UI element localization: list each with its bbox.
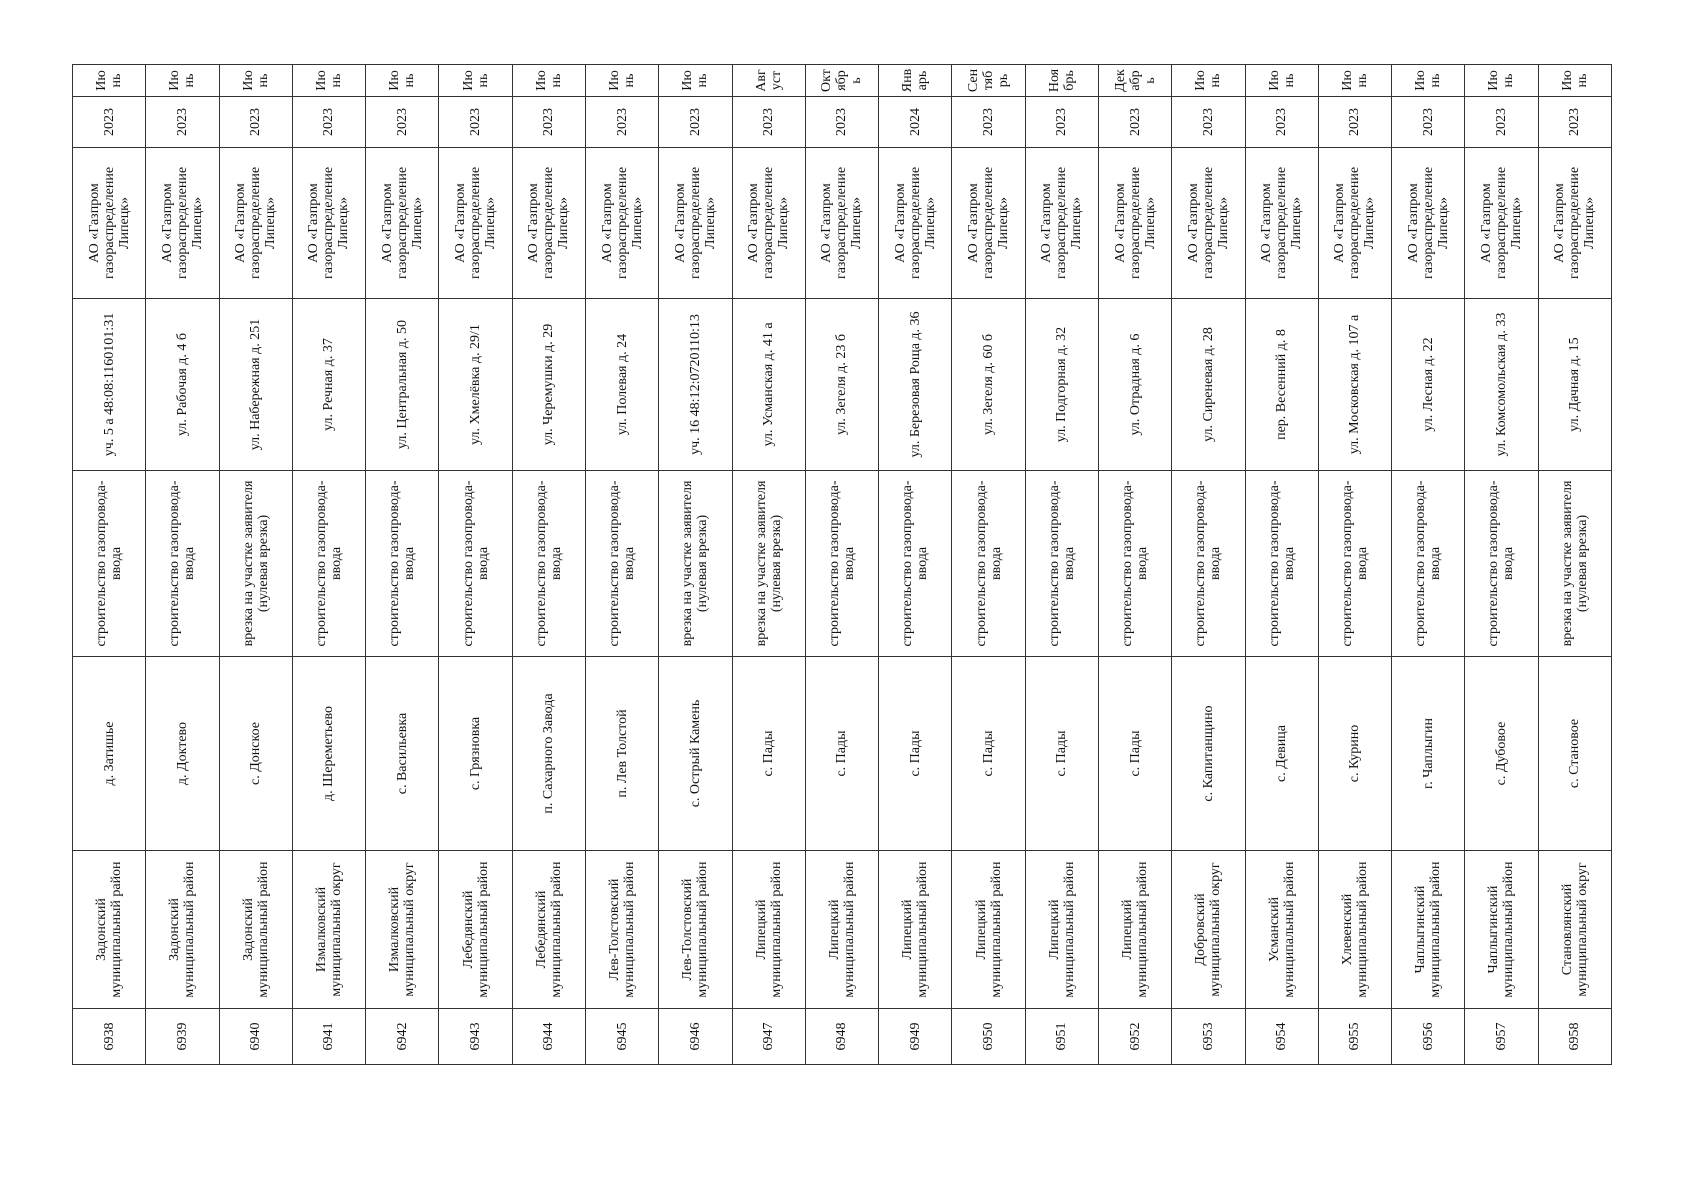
address-cell: ул. Полевая д. 24 xyxy=(585,299,658,471)
organization-cell: АО «Газпром газораспределение Липецк» xyxy=(805,148,878,299)
table-row xyxy=(952,65,1025,1065)
work-type-cell: строительство газопровода-ввода xyxy=(1025,471,1098,657)
table-row xyxy=(1245,65,1318,1065)
organization-cell: АО «Газпром газораспределение Липецк» xyxy=(732,148,805,299)
district-cell: Лебедянский муниципальный район xyxy=(439,851,512,1009)
year-cell: 2023 xyxy=(1392,97,1465,148)
locality-cell: с. Пады xyxy=(732,657,805,851)
month-cell: Октябрь xyxy=(805,65,878,97)
record-number-cell: 6948 xyxy=(805,1009,878,1065)
record-number-cell: 6958 xyxy=(1538,1009,1611,1065)
district-cell: Лев-Толстовский муниципальный район xyxy=(585,851,658,1009)
organization-cell: АО «Газпром газораспределение Липецк» xyxy=(146,148,219,299)
address-cell: пер. Весенний д. 8 xyxy=(1245,299,1318,471)
table-row xyxy=(1392,65,1465,1065)
address-cell: ул. Московская д. 107 а xyxy=(1318,299,1391,471)
address-cell: ул. Зегеля д. 60 б xyxy=(952,299,1025,471)
table-row xyxy=(512,65,585,1065)
record-number-cell: 6956 xyxy=(1392,1009,1465,1065)
month-cell: Сентябрь xyxy=(952,65,1025,97)
year-cell: 2023 xyxy=(1318,97,1391,148)
record-number-cell: 6940 xyxy=(219,1009,292,1065)
organization-cell: АО «Газпром газораспределение Липецк» xyxy=(1318,148,1391,299)
district-cell: Липецкий муниципальный район xyxy=(805,851,878,1009)
locality-cell: д. Шереметьево xyxy=(292,657,365,851)
table-row xyxy=(585,65,658,1065)
table-row xyxy=(805,65,878,1065)
year-cell: 2023 xyxy=(1025,97,1098,148)
organization-cell: АО «Газпром газораспределение Липецк» xyxy=(292,148,365,299)
organization-cell: АО «Газпром газораспределение Липецк» xyxy=(439,148,512,299)
month-cell: Июнь xyxy=(1392,65,1465,97)
record-number-cell: 6941 xyxy=(292,1009,365,1065)
district-cell: Липецкий муниципальный район xyxy=(732,851,805,1009)
year-cell: 2023 xyxy=(952,97,1025,148)
table-row xyxy=(1318,65,1391,1065)
table-row xyxy=(366,65,439,1065)
table-row xyxy=(73,65,146,1065)
address-cell: ул. Отрадная д. 6 xyxy=(1098,299,1171,471)
locality-cell: с. Пады xyxy=(1098,657,1171,851)
record-number-cell: 6949 xyxy=(879,1009,952,1065)
month-cell: Июнь xyxy=(292,65,365,97)
work-type-cell: врезка на участке заявителя (нулевая врезка) xyxy=(659,471,732,657)
year-cell: 2024 xyxy=(879,97,952,148)
district-cell: Чаплыгинский муниципальный район xyxy=(1465,851,1538,1009)
district-cell: Усманский муниципальный район xyxy=(1245,851,1318,1009)
month-cell: Июнь xyxy=(73,65,146,97)
work-type-cell: строительство газопровода-ввода xyxy=(1318,471,1391,657)
record-number-cell: 6952 xyxy=(1098,1009,1171,1065)
address-cell: ул. Центральная д. 50 xyxy=(366,299,439,471)
locality-cell: с. Капитанщино xyxy=(1172,657,1245,851)
locality-cell: с. Пады xyxy=(952,657,1025,851)
table-row xyxy=(146,65,219,1065)
locality-cell: с. Пады xyxy=(879,657,952,851)
month-cell: Июнь xyxy=(219,65,292,97)
month-cell: Июнь xyxy=(659,65,732,97)
work-type-cell: строительство газопровода-ввода xyxy=(1098,471,1171,657)
month-cell: Декабрь xyxy=(1098,65,1171,97)
year-cell: 2023 xyxy=(1538,97,1611,148)
work-type-cell: строительство газопровода-ввода xyxy=(439,471,512,657)
address-cell: ул. Зегеля д. 23 б xyxy=(805,299,878,471)
district-cell: Становлянский муниципальный округ xyxy=(1538,851,1611,1009)
address-cell: ул. Комсомольская д. 33 xyxy=(1465,299,1538,471)
rotated-document-sheet xyxy=(72,65,1612,1065)
year-cell: 2023 xyxy=(585,97,658,148)
district-cell: Липецкий муниципальный район xyxy=(1025,851,1098,1009)
year-cell: 2023 xyxy=(1098,97,1171,148)
table-row xyxy=(732,65,805,1065)
address-cell: ул. Сиреневая д. 28 xyxy=(1172,299,1245,471)
district-cell: Липецкий муниципальный район xyxy=(1098,851,1171,1009)
year-cell: 2023 xyxy=(805,97,878,148)
organization-cell: АО «Газпром газораспределение Липецк» xyxy=(512,148,585,299)
table-row xyxy=(219,65,292,1065)
month-cell: Ноябрь xyxy=(1025,65,1098,97)
work-type-cell: строительство газопровода-ввода xyxy=(879,471,952,657)
record-number-cell: 6938 xyxy=(73,1009,146,1065)
district-cell: Липецкий муниципальный район xyxy=(952,851,1025,1009)
address-cell: ул. Набережная д. 251 xyxy=(219,299,292,471)
locality-cell: с. Пады xyxy=(805,657,878,851)
work-type-cell: строительство газопровода-ввода xyxy=(805,471,878,657)
table-row xyxy=(1538,65,1611,1065)
table-row xyxy=(879,65,952,1065)
record-number-cell: 6947 xyxy=(732,1009,805,1065)
table-row xyxy=(1098,65,1171,1065)
locality-cell: д. Затишье xyxy=(73,657,146,851)
work-type-cell: строительство газопровода-ввода xyxy=(292,471,365,657)
record-number-cell: 6945 xyxy=(585,1009,658,1065)
year-cell: 2023 xyxy=(292,97,365,148)
year-cell: 2023 xyxy=(146,97,219,148)
record-number-cell: 6946 xyxy=(659,1009,732,1065)
district-cell: Измалковский муниципальный округ xyxy=(366,851,439,1009)
year-cell: 2023 xyxy=(512,97,585,148)
work-type-cell: строительство газопровода-ввода xyxy=(1392,471,1465,657)
address-cell: ул. Черемушки д. 29 xyxy=(512,299,585,471)
record-number-cell: 6953 xyxy=(1172,1009,1245,1065)
organization-cell: АО «Газпром газораспределение Липецк» xyxy=(659,148,732,299)
month-cell: Июнь xyxy=(1538,65,1611,97)
month-cell: Июнь xyxy=(512,65,585,97)
table-row xyxy=(439,65,512,1065)
address-cell: ул. Дачная д. 15 xyxy=(1538,299,1611,471)
month-cell: Июнь xyxy=(1465,65,1538,97)
organization-cell: АО «Газпром газораспределение Липецк» xyxy=(1538,148,1611,299)
address-cell: ул. Рабочая д. 4 б xyxy=(146,299,219,471)
district-cell: Липецкий муниципальный район xyxy=(879,851,952,1009)
record-number-cell: 6957 xyxy=(1465,1009,1538,1065)
work-type-cell: строительство газопровода-ввода xyxy=(73,471,146,657)
locality-cell: с. Дубовое xyxy=(1465,657,1538,851)
organization-cell: АО «Газпром газораспределение Липецк» xyxy=(73,148,146,299)
address-cell: ул. Речная д. 37 xyxy=(292,299,365,471)
address-cell: ул. Усманская д. 41 а xyxy=(732,299,805,471)
record-number-cell: 6951 xyxy=(1025,1009,1098,1065)
organization-cell: АО «Газпром газораспределение Липецк» xyxy=(1465,148,1538,299)
record-number-cell: 6943 xyxy=(439,1009,512,1065)
work-type-cell: строительство газопровода-ввода xyxy=(512,471,585,657)
month-cell: Июнь xyxy=(1245,65,1318,97)
organization-cell: АО «Газпром газораспределение Липецк» xyxy=(585,148,658,299)
year-cell: 2023 xyxy=(732,97,805,148)
organization-cell: АО «Газпром газораспределение Липецк» xyxy=(1172,148,1245,299)
district-cell: Чаплыгинский муниципальный район xyxy=(1392,851,1465,1009)
work-type-cell: врезка на участке заявителя (нулевая врезка) xyxy=(1538,471,1611,657)
organization-cell: АО «Газпром газораспределение Липецк» xyxy=(1025,148,1098,299)
record-number-cell: 6950 xyxy=(952,1009,1025,1065)
record-number-cell: 6954 xyxy=(1245,1009,1318,1065)
locality-cell: с. Становое xyxy=(1538,657,1611,851)
organization-cell: АО «Газпром газораспределение Липецк» xyxy=(219,148,292,299)
table-row xyxy=(292,65,365,1065)
month-cell: Июнь xyxy=(366,65,439,97)
table-row xyxy=(1025,65,1098,1065)
table-row xyxy=(1172,65,1245,1065)
district-cell: Хлевенский муниципальный район xyxy=(1318,851,1391,1009)
locality-cell: с. Острый Камень xyxy=(659,657,732,851)
locality-cell: с. Васильевка xyxy=(366,657,439,851)
district-cell: Измалковский муниципальный округ xyxy=(292,851,365,1009)
work-type-cell: строительство газопровода-ввода xyxy=(1172,471,1245,657)
locality-cell: с. Курино xyxy=(1318,657,1391,851)
year-cell: 2023 xyxy=(1465,97,1538,148)
month-cell: Июнь xyxy=(1172,65,1245,97)
address-cell: ул. Лесная д. 22 xyxy=(1392,299,1465,471)
table-body xyxy=(73,65,1612,1065)
address-cell: ул. Хмелёвка д. 29/1 xyxy=(439,299,512,471)
district-cell: Лев-Толстовский муниципальный район xyxy=(659,851,732,1009)
record-number-cell: 6942 xyxy=(366,1009,439,1065)
locality-cell: п. Сахарного Завода xyxy=(512,657,585,851)
address-cell: ул. Березовая Роща д. 36 xyxy=(879,299,952,471)
organization-cell: АО «Газпром газораспределение Липецк» xyxy=(879,148,952,299)
district-cell: Задонский муниципальный район xyxy=(219,851,292,1009)
work-type-cell: строительство газопровода-ввода xyxy=(366,471,439,657)
year-cell: 2023 xyxy=(1172,97,1245,148)
month-cell: Июнь xyxy=(439,65,512,97)
organization-cell: АО «Газпром газораспределение Липецк» xyxy=(1098,148,1171,299)
work-type-cell: строительство газопровода-ввода xyxy=(146,471,219,657)
record-number-cell: 6955 xyxy=(1318,1009,1391,1065)
work-type-cell: строительство газопровода-ввода xyxy=(952,471,1025,657)
work-type-cell: строительство газопровода-ввода xyxy=(1245,471,1318,657)
locality-cell: д. Доктево xyxy=(146,657,219,851)
month-cell: Июнь xyxy=(1318,65,1391,97)
work-type-cell: врезка на участке заявителя (нулевая врезка) xyxy=(732,471,805,657)
organization-cell: АО «Газпром газораспределение Липецк» xyxy=(1245,148,1318,299)
year-cell: 2023 xyxy=(366,97,439,148)
locality-cell: с. Пады xyxy=(1025,657,1098,851)
locality-cell: г. Чаплыгин xyxy=(1392,657,1465,851)
work-type-cell: строительство газопровода-ввода xyxy=(1465,471,1538,657)
month-cell: Июнь xyxy=(146,65,219,97)
locality-cell: с. Девица xyxy=(1245,657,1318,851)
work-type-cell: врезка на участке заявителя (нулевая врезка) xyxy=(219,471,292,657)
district-cell: Добровский муниципальный округ xyxy=(1172,851,1245,1009)
address-cell: ул. Подгорная д. 32 xyxy=(1025,299,1098,471)
locality-cell: с. Грязновка xyxy=(439,657,512,851)
locality-cell: с. Донское xyxy=(219,657,292,851)
district-cell: Лебедянский муниципальный район xyxy=(512,851,585,1009)
connections-table xyxy=(72,64,1612,1065)
work-type-cell: строительство газопровода-ввода xyxy=(585,471,658,657)
district-cell: Задонский муниципальный район xyxy=(73,851,146,1009)
year-cell: 2023 xyxy=(219,97,292,148)
month-cell: Июнь xyxy=(585,65,658,97)
table-row xyxy=(1465,65,1538,1065)
organization-cell: АО «Газпром газораспределение Липецк» xyxy=(952,148,1025,299)
year-cell: 2023 xyxy=(439,97,512,148)
table-row xyxy=(659,65,732,1065)
organization-cell: АО «Газпром газораспределение Липецк» xyxy=(366,148,439,299)
address-cell: уч. 5 а 48:08:1160101:31 xyxy=(73,299,146,471)
record-number-cell: 6944 xyxy=(512,1009,585,1065)
year-cell: 2023 xyxy=(659,97,732,148)
organization-cell: АО «Газпром газораспределение Липецк» xyxy=(1392,148,1465,299)
record-number-cell: 6939 xyxy=(146,1009,219,1065)
address-cell: уч. 16 48:12:0720110:13 xyxy=(659,299,732,471)
month-cell: Август xyxy=(732,65,805,97)
district-cell: Задонский муниципальный район xyxy=(146,851,219,1009)
year-cell: 2023 xyxy=(1245,97,1318,148)
month-cell: Январь xyxy=(879,65,952,97)
locality-cell: п. Лев Толстой xyxy=(585,657,658,851)
year-cell: 2023 xyxy=(73,97,146,148)
